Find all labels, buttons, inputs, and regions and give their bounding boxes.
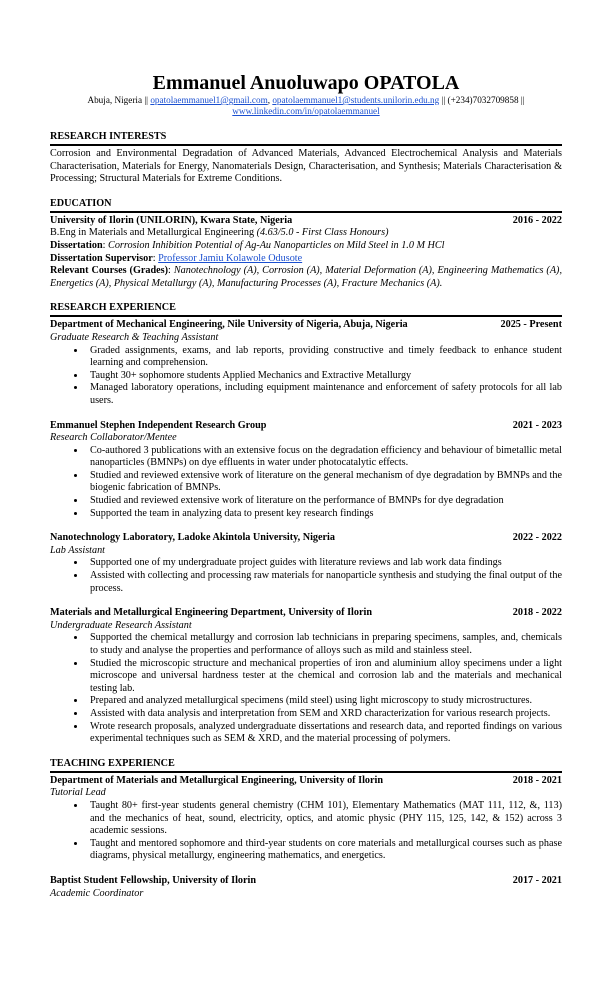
bullet-item: • Supported one of my undergraduate project guides with literature reviews and lab work data findings [86,557,562,570]
bullet-item: • Co-authored 3 publications with an extensive focus on the degradation efficiency and behaviour of bimetallic metal nanoparticles (BMNPs) on dye effluents in water under photocatalytic effects. [86,445,562,470]
experience-entry [50,607,562,746]
entry-organization: Materials and Metallurgical Engineering Department, University of Ilorin [50,607,372,619]
bullet-item: • Graded assignments, exams, and lab reports, providing constructive and timely feedback to enhance student learning and comprehension. [86,345,562,370]
bullet-item: • Taught 30+ sophomore students Applied Mechanics and Extractive Metallurgy [86,370,562,383]
entry-organization: Baptist Student Fellowship, University of Ilorin [50,874,257,886]
entry-organization: Nanotechnology Laboratory, Ladoke Akintola University, Nigeria [50,532,335,544]
supervisor-line: Dissertation Supervisor: Professor Jamiu Kolawole Odusote [50,252,303,264]
bullet-list [50,632,562,745]
bullet-item: • Taught 80+ first-year students general chemistry (CHM 101), Elementary Mathematics (MAT 111, 112, &, 113) and the mechanics of heat, sound, electricity, optics, and atomic physic (PHY 115, 125, 142, & 152) across 3 academic sessions. [86,800,562,838]
courses-label: Relevant Courses (Grades) [50,265,169,277]
bullet-item: • Wrote research proposals, analyzed undergraduate dissertations and research data, and reported findings on various experimental techniques such as SEM & XRD, and the material processing of polymers. [86,721,562,746]
bullet-item: • Taught and mentored sophomore and third-year students on core materials and metallurgical courses such as phase diagrams, physical metallurgy, engineering mathematics, and energetics. [86,838,562,863]
email-link-gmail[interactable]: opatolaemmanuel1@gmail.com [150,95,268,105]
entry-dates: 2018 - 2022 [512,607,562,619]
entry-header [50,607,562,620]
bullet-item: • Studied and reviewed extensive work of literature on the performance of BMNPs for dye degradation [86,495,562,508]
interests-text: Corrosion and Environmental Degradation of Advanced Materials, Advanced Electrochemical Analysis and Materials Characterisation, Materials for Energy, Nanomaterials Design, Characterisation, and Synthesis; Materials Characterisation & Processing; Structural Materials for Extreme Conditions. [50,148,562,185]
bullet-item: • Managed laboratory operations, including equipment maintenance and enforcement of safety protocols for all lab users. [86,382,562,407]
degree-line [50,227,562,240]
separator: , [267,95,271,105]
dissertation-title: Corrosion Inhibition Potential of Ag-Au Nanoparticles on Mild Steel in 1.0 M HCl [108,239,445,251]
teaching-entries [50,775,562,900]
phone: || (+234)7032709858 || [441,95,525,105]
entry-dates: 2018 - 2021 [512,774,562,786]
dissertation-line: Dissertation: Corrosion Inhibition Potential of Ag-Au Nanoparticles on Mild Steel in 1.0 M HCl [50,239,445,251]
entry-dates: 2025 - Present [500,319,562,331]
location: Abuja, Nigeria || [87,95,149,105]
entry-organization: Emmanuel Stephen Independent Research Group [50,419,267,431]
bullet-list [50,800,562,863]
entry-dates: 2021 - 2023 [512,419,562,431]
experience-entry [50,420,562,521]
bullet-list [50,557,562,595]
courses-line: Relevant Courses (Grades): Nanotechnology (A), Corrosion (A), Material Deformation (A), Engineering Mathematics (A), Energetics (A), Physical Metallurgy (A), Manufacturing Processes (A), Fracture Mechanics (A). [50,265,562,289]
education-header [50,215,562,228]
experience-entry [50,775,562,863]
entry-header [50,420,562,433]
courses-list: Nanotechnology (A), Corrosion (A), Material Deformation (A), Engineering Mathematics (A), Energetics (A), Physical Metallurgy (A), Manufacturing Processes (A), Fracture Mechanics (A). [50,265,562,289]
bullet-item: • Prepared and analyzed metallurgical specimens (mild steel) using light microscopy to study microstructures. [86,695,562,708]
section-heading-research: RESEARCH EXPERIENCE [50,302,562,317]
email-link-student[interactable]: opatolaemmanuel1@students.unilorin.edu.ng [272,95,440,105]
entry-header [50,775,562,788]
bullet-item: • Studied and reviewed extensive work of literature on the general mechanism of dye degradation by BMNPs and the biogenic fabrication of BMNPs. [86,470,562,495]
section-heading-interests: RESEARCH INTERESTS [50,131,562,146]
dissertation-label: Dissertation [50,239,103,251]
entry-role: Undergraduate Research Assistant [50,619,192,631]
contact-line [50,95,562,117]
entry-role: Research Collaborator/Mentee [50,432,177,444]
school-name: University of Ilorin (UNILORIN), Kwara State, Nigeria [50,214,293,226]
degree: B.Eng in Materials and Metallurgical Engineering [50,227,255,239]
experience-entry [50,875,562,900]
grade: (4.63/5.0 - First Class Honours) [256,227,389,239]
bullet-item: • Assisted with collecting and processing raw materials for nanoparticle synthesis and studying the final output of the process. [86,570,562,595]
entry-organization: Department of Materials and Metallurgical Engineering, University of Ilorin [50,774,384,786]
entry-role: Graduate Research & Teaching Assistant [50,331,219,343]
candidate-name: Emmanuel Anuoluwapo OPATOLA [152,72,460,94]
research-entries [50,319,562,745]
bullet-item: • Supported the chemical metallurgy and corrosion lab technicians in preparing specimens, samples, and, chemicals to study and analyse the properties and performance of alloys such as mild and stainless steel. [86,632,562,657]
linkedin-link[interactable]: www.linkedin.com/in/opatolaemmanuel [232,106,380,116]
supervisor-link[interactable]: Professor Jamiu Kolawole Odusote [158,252,303,264]
entry-dates: 2017 - 2021 [512,874,562,886]
section-heading-teaching: TEACHING EXPERIENCE [50,758,562,773]
experience-entry [50,319,562,407]
experience-entry [50,532,562,595]
entry-organization: Department of Mechanical Engineering, Nile University of Nigeria, Abuja, Nigeria [50,319,408,331]
bullet-list [50,345,562,408]
bullet-list [50,445,562,521]
entry-header [50,319,562,332]
bullet-item: • Assisted with data analysis and interpretation from SEM and XRD characterization for various research projects. [86,708,562,721]
entry-header [50,532,562,545]
entry-header [50,875,562,888]
bullet-item: • Supported the team in analyzing data to present key research findings [86,508,562,521]
entry-role: Lab Assistant [50,544,106,556]
entry-role: Academic Coordinator [50,887,144,899]
supervisor-label: Dissertation Supervisor [50,252,153,264]
section-heading-education: EDUCATION [50,198,562,213]
education-dates: 2016 - 2022 [512,214,562,226]
bullet-item: • Studied the microscopic structure and mechanical properties of iron and aluminium alloy specimens under a light microscope and universal hardness tester at the chemical and corrosion lab and the materials and mechanical testing lab. [86,658,562,696]
entry-dates: 2022 - 2022 [512,532,562,544]
entry-role: Tutorial Lead [50,787,106,799]
